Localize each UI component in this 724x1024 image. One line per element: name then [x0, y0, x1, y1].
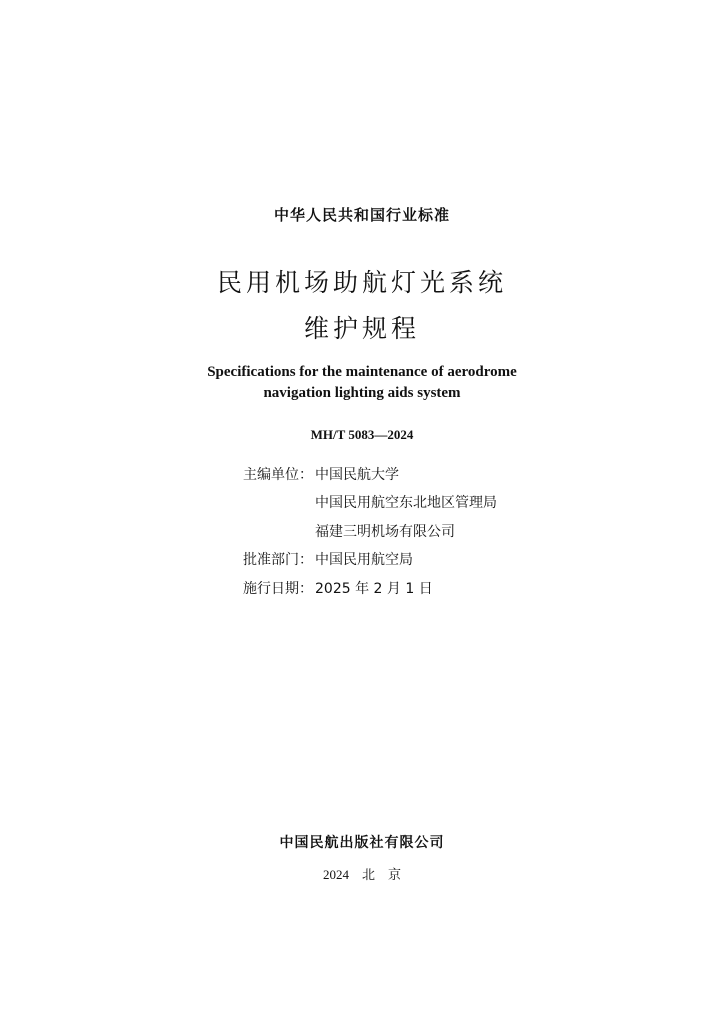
- editor-row-2: [243, 492, 497, 512]
- effective-date-value: 2025 年 2 月 1 日: [315, 581, 433, 597]
- industry-standard-heading: 中华人民共和国行业标准: [273, 206, 450, 224]
- editor-row-3: [243, 521, 455, 541]
- effective-date-row: [243, 578, 433, 598]
- editor-row: [243, 464, 399, 484]
- standard-number: MH/T 5083—2024: [310, 427, 414, 442]
- english-title-line-1: Specifications for the maintenance of aerodrome: [207, 364, 517, 380]
- chinese-title-line-1: 民用机场助航灯光系统: [216, 268, 507, 297]
- approval-row: [243, 549, 413, 569]
- chinese-title-line-2: 维护规程: [303, 314, 420, 343]
- approval-value: 中国民用航空局: [315, 552, 413, 568]
- publisher-name: 中国民航出版社有限公司: [279, 835, 445, 851]
- editor-value-3: 福建三明机场有限公司: [315, 524, 455, 540]
- editor-label: 主编单位：: [243, 467, 313, 483]
- effective-date-label: 施行日期：: [243, 581, 313, 597]
- editor-value-1: 中国民航大学: [315, 467, 399, 483]
- imprint-year-place: 2024 北 京: [322, 867, 401, 882]
- editor-value-2: 中国民用航空东北地区管理局: [315, 495, 497, 511]
- approval-label: 批准部门：: [243, 552, 313, 568]
- english-title-line-2: navigation lighting aids system: [263, 385, 461, 401]
